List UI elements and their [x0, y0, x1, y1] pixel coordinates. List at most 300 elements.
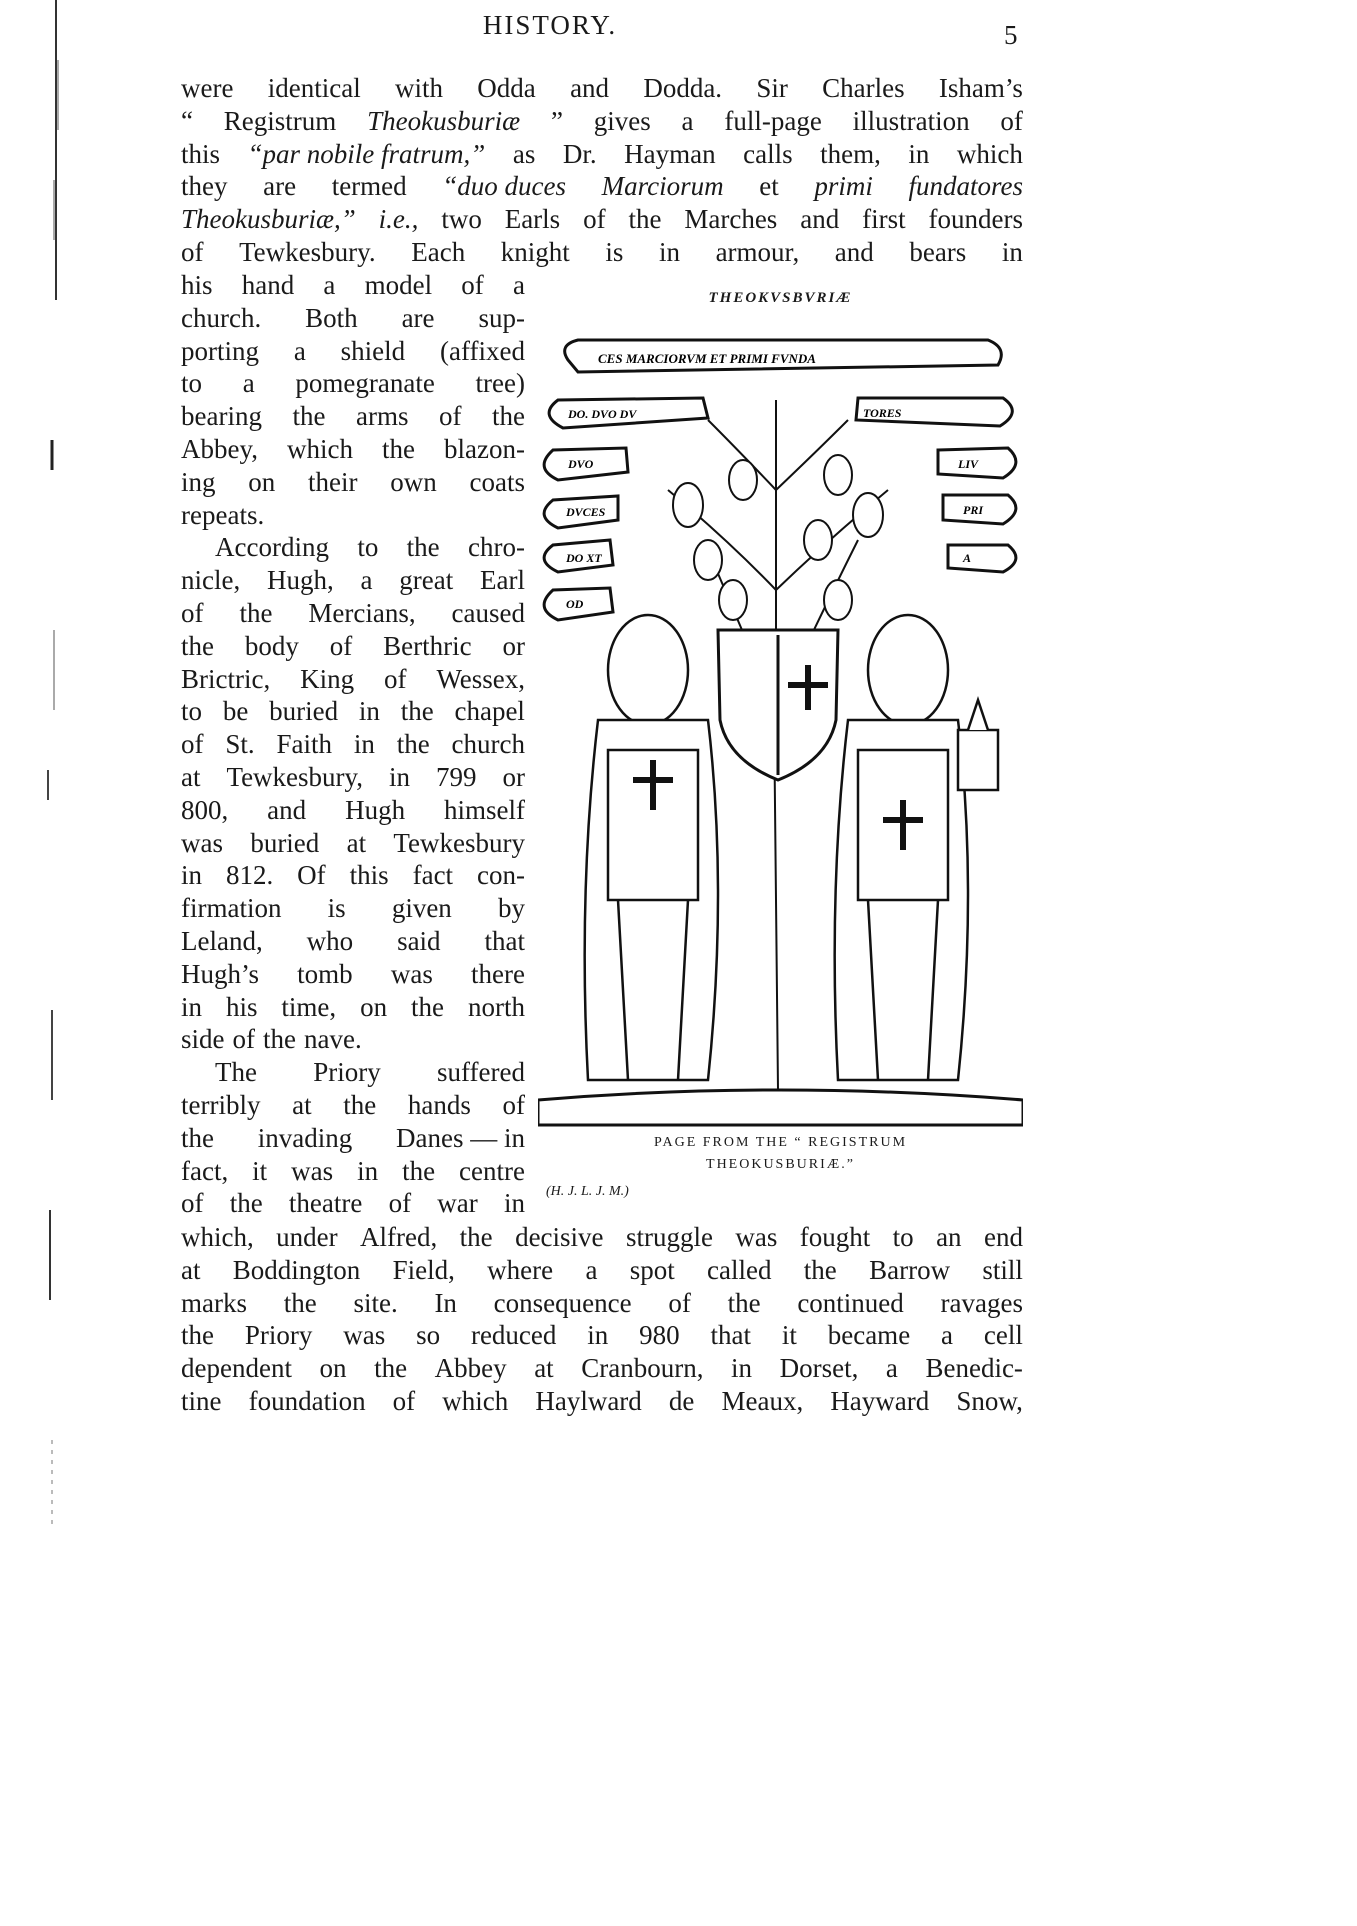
word: full-page: [724, 105, 822, 136]
word: Hugh,: [267, 565, 334, 596]
word: 812.: [225, 860, 274, 891]
word: Tewkesbury,: [226, 761, 364, 792]
word: King: [300, 663, 355, 694]
text-line: [181, 1385, 1023, 1418]
word: and: [570, 73, 610, 103]
registrum-illustration: [538, 290, 1023, 1130]
word: called: [707, 1254, 772, 1285]
word: con-: [477, 860, 525, 891]
word: so: [416, 1320, 441, 1351]
word: Hugh’s: [181, 958, 260, 989]
word: the: [263, 1024, 296, 1055]
word: at: [534, 1353, 554, 1384]
word: armour,: [715, 236, 800, 267]
word: chapel: [454, 696, 525, 727]
word: was: [181, 827, 223, 858]
word: to: [181, 368, 203, 399]
word: the: [402, 1155, 436, 1186]
full-width-paragraph-bottom: [181, 1221, 1023, 1418]
word: the: [181, 630, 214, 661]
word: great: [399, 565, 454, 596]
word: Dodda.: [643, 73, 723, 103]
word: the: [406, 532, 440, 563]
word: and: [834, 236, 874, 267]
word: tine: [181, 1385, 222, 1416]
word: were: [181, 73, 234, 103]
word: the: [411, 991, 445, 1022]
word: Marciorum: [601, 171, 724, 202]
word: of: [181, 729, 204, 760]
word: his: [225, 991, 258, 1022]
text-line: [181, 892, 525, 925]
word: of: [668, 1287, 691, 1318]
word: Priory: [313, 1057, 381, 1088]
scan-edge-marks: [0, 0, 90, 1561]
word: who: [306, 925, 354, 956]
word: was: [735, 1222, 778, 1252]
word: was: [390, 958, 433, 989]
word: Berthric: [383, 630, 472, 661]
word: Dr.: [562, 138, 597, 169]
running-head: HISTORY.: [482, 10, 618, 40]
word: blazon-: [444, 433, 525, 464]
word: Both: [305, 302, 358, 333]
scroll-left-5: OD: [566, 597, 584, 611]
word: given: [391, 893, 452, 924]
word: repeats.: [181, 499, 265, 530]
word: of: [181, 236, 204, 267]
word: the: [181, 1320, 214, 1351]
word: a: [681, 105, 694, 136]
word: at: [181, 1254, 201, 1285]
word: the: [803, 1254, 837, 1285]
word: gives: [593, 105, 651, 136]
caption-line-2: THEOKUSBURIÆ.”: [706, 1157, 855, 1172]
word: at: [181, 761, 201, 792]
word: a: [323, 270, 336, 300]
word: a: [585, 1254, 598, 1285]
word: fundatores: [908, 171, 1023, 202]
scroll-right-1: TORES: [863, 406, 902, 420]
word: Danes — in: [396, 1122, 525, 1153]
word: Each: [411, 236, 466, 267]
text-line: [181, 761, 525, 794]
text-line: [181, 728, 525, 761]
word: of: [384, 663, 407, 694]
word: which,: [181, 1222, 254, 1252]
text-line: [181, 72, 1023, 105]
word: a: [293, 335, 306, 366]
word: war: [437, 1188, 478, 1219]
text-line: [181, 105, 1023, 138]
word: foundation: [248, 1385, 366, 1416]
word: and: [800, 204, 840, 235]
word: marks: [181, 1287, 247, 1318]
word: of: [181, 597, 204, 628]
word: the: [229, 1188, 263, 1219]
word: spot: [629, 1254, 675, 1285]
text-line: [181, 499, 525, 532]
word: knight: [500, 236, 570, 267]
word: illustration: [852, 105, 970, 136]
word: with: [395, 73, 444, 103]
word: in: [731, 1353, 753, 1384]
word: Theokusburiæ,”: [181, 204, 356, 235]
word: Odda: [477, 73, 536, 103]
word: this: [181, 138, 221, 169]
word: it: [781, 1320, 797, 1351]
word: In: [434, 1287, 457, 1318]
word: tomb: [297, 958, 353, 989]
word: hand: [241, 270, 295, 300]
word: fought: [799, 1222, 871, 1252]
word: Sir: [756, 73, 788, 103]
word: two: [441, 204, 482, 235]
figure-caption: [538, 1132, 1023, 1176]
word: on: [248, 466, 276, 497]
text-line: [181, 991, 525, 1024]
text-line: [181, 138, 1023, 171]
word: side: [181, 1024, 225, 1055]
text-line: [181, 203, 1023, 236]
word: “: [181, 105, 193, 136]
word: bears: [909, 236, 967, 267]
text-line: [181, 1023, 525, 1056]
text-line: [181, 630, 525, 663]
word: Abbey: [434, 1353, 507, 1384]
word: Of: [297, 860, 326, 891]
word: at: [346, 827, 367, 858]
text-line: [181, 335, 525, 368]
caption-line-1: PAGE FROM THE “ REGISTRUM: [653, 1135, 908, 1150]
word: Haylward: [535, 1385, 642, 1416]
scroll-right-3: PRI: [963, 503, 984, 517]
word: on: [319, 1353, 347, 1384]
text-line: [181, 1056, 525, 1089]
word: of: [583, 204, 606, 235]
word: Hayward: [830, 1385, 930, 1416]
word: in: [358, 696, 380, 727]
word: was: [343, 1320, 386, 1351]
word: Barrow: [869, 1254, 951, 1285]
word: the: [292, 401, 326, 432]
word: hands: [407, 1089, 471, 1120]
word: time,: [281, 991, 337, 1022]
word: in: [908, 138, 930, 169]
word: Isham’s: [938, 73, 1023, 103]
word: church.: [181, 302, 262, 333]
word: this: [349, 860, 389, 891]
word: buried: [250, 827, 320, 858]
word: his: [181, 270, 213, 300]
word: of: [1000, 105, 1023, 136]
word: an: [936, 1222, 962, 1252]
word: Mercians,: [308, 597, 416, 628]
word: Faith: [276, 729, 332, 760]
word: are: [263, 171, 297, 202]
text-line: [181, 1122, 525, 1155]
word: end: [983, 1222, 1023, 1252]
word: site.: [353, 1287, 398, 1318]
word: founders: [928, 204, 1023, 235]
word: Theokusburiæ: [367, 105, 521, 136]
word: arms: [355, 401, 409, 432]
word: of: [232, 1024, 255, 1055]
word: Priory: [244, 1320, 313, 1351]
word: own: [390, 466, 437, 497]
word: terribly: [181, 1089, 261, 1120]
narrow-column-text: [181, 269, 525, 1220]
word: Tewkesbury: [393, 827, 525, 858]
word: became: [827, 1320, 911, 1351]
word: as: [512, 138, 536, 169]
word: the: [459, 1222, 493, 1252]
word: that: [710, 1320, 751, 1351]
text-line: [181, 597, 525, 630]
text-line: [181, 400, 525, 433]
word: in: [503, 1188, 525, 1219]
word: theatre: [288, 1188, 363, 1219]
word: or: [502, 761, 525, 792]
scroll-left-3: DVCES: [566, 505, 606, 519]
word: is: [605, 236, 624, 267]
word: the: [283, 1287, 317, 1318]
word: in: [181, 860, 203, 891]
word: of: [388, 1188, 412, 1219]
word: ing: [181, 466, 216, 497]
text-line: [181, 269, 525, 302]
word: “duo duces: [442, 171, 567, 202]
word: St.: [225, 729, 255, 760]
word: the: [343, 1089, 377, 1120]
text-line: [181, 1319, 1023, 1352]
illustration-title: THEOKVSBVRIÆ: [708, 290, 853, 306]
word: According: [215, 532, 329, 563]
word: is: [327, 893, 346, 924]
text-line: [181, 531, 525, 564]
word: a: [513, 270, 525, 300]
word: Registrum: [223, 105, 337, 136]
word: their: [308, 466, 358, 497]
word: which: [442, 1385, 509, 1416]
word: identical: [267, 73, 361, 103]
word: Dorset,: [779, 1353, 859, 1384]
word: Leland,: [181, 925, 263, 956]
word: ravages: [940, 1287, 1023, 1318]
page-number: 5: [1004, 20, 1018, 50]
scroll-right-2: LIV: [958, 457, 979, 471]
banner-top-text: CES MARCIORVM ET PRIMI FVNDA: [598, 351, 816, 366]
word: the: [374, 1353, 408, 1384]
word: to: [181, 696, 203, 727]
word: Tewkesbury.: [239, 236, 376, 267]
word: in: [587, 1320, 609, 1351]
word: of: [502, 1089, 525, 1120]
word: caused: [451, 597, 525, 628]
word: Field,: [392, 1254, 455, 1285]
word: in: [658, 236, 680, 267]
word: first: [862, 204, 906, 235]
margin-marks: [0, 0, 90, 1561]
word: are: [401, 302, 435, 333]
word: Hugh: [345, 794, 406, 825]
word: 799: [436, 761, 477, 792]
word: be: [222, 696, 249, 727]
word: body: [244, 630, 299, 661]
text-line: [181, 1187, 525, 1220]
word: of: [461, 270, 484, 300]
word: Snow,: [956, 1385, 1023, 1416]
scroll-right-4: A: [963, 551, 972, 565]
word: church: [451, 729, 525, 760]
word: tree): [475, 368, 525, 399]
word: fact: [412, 860, 454, 891]
text-line: [181, 1221, 1023, 1254]
text-line: [181, 794, 525, 827]
word: i.e.,: [378, 204, 419, 235]
word: Benedic-: [925, 1353, 1023, 1384]
word: by: [497, 893, 525, 924]
word: of: [392, 1385, 416, 1416]
text-line: [181, 466, 525, 499]
word: Meaux,: [721, 1385, 804, 1416]
word: north: [467, 991, 525, 1022]
word: a: [941, 1320, 954, 1351]
word: under: [276, 1222, 338, 1252]
word: there: [471, 958, 525, 989]
word: 980: [639, 1320, 680, 1351]
word: Alfred,: [360, 1222, 438, 1252]
word: them,: [820, 138, 881, 169]
text-line: [181, 1352, 1023, 1385]
word: which: [287, 433, 353, 464]
word: termed: [331, 171, 407, 202]
text-line: [181, 1089, 525, 1122]
word: dependent: [181, 1353, 292, 1384]
word: Earls: [504, 204, 561, 235]
word: et: [759, 171, 779, 202]
word: in: [357, 1155, 379, 1186]
word: that: [484, 925, 525, 956]
text-line: [181, 564, 525, 597]
word: in: [181, 991, 203, 1022]
word: it: [252, 1155, 268, 1186]
word: a: [885, 1353, 898, 1384]
text-line: [181, 302, 525, 335]
word: to: [892, 1222, 914, 1252]
text-line: [181, 1254, 1023, 1287]
word: the: [382, 433, 415, 464]
word: Charles: [822, 73, 905, 103]
word: “par nobile fratrum,”: [247, 138, 486, 169]
word: shield: [340, 335, 406, 366]
word: sup-: [478, 302, 525, 333]
word: to: [357, 532, 379, 563]
word: a: [242, 368, 255, 399]
word: on: [360, 991, 388, 1022]
word: ”: [550, 105, 563, 136]
word: the: [491, 401, 525, 432]
word: which: [956, 138, 1023, 169]
word: the: [181, 1122, 214, 1153]
figure-credit: (H. J. L. J. M.): [546, 1184, 629, 1199]
word: of: [438, 401, 462, 432]
text-line: [181, 1155, 525, 1188]
word: cell: [983, 1320, 1023, 1351]
word: 800,: [181, 794, 229, 825]
word: was: [291, 1155, 334, 1186]
word: Boddington: [232, 1254, 361, 1285]
word: nicle,: [181, 565, 241, 596]
word: of: [181, 1188, 204, 1219]
word: nave.: [304, 1024, 362, 1055]
word: at: [292, 1089, 312, 1120]
text-line: [181, 663, 525, 696]
word: (affixed: [440, 335, 525, 366]
text-line: [181, 925, 525, 958]
word: himself: [444, 794, 525, 825]
scroll-left-4: DO XT: [566, 551, 602, 565]
word: suffered: [437, 1057, 525, 1088]
word: pomegranate: [295, 368, 435, 399]
word: consequence: [493, 1287, 632, 1318]
scroll-left-1: DO. DVO DV: [568, 407, 637, 421]
word: or: [502, 630, 525, 661]
word: The: [215, 1057, 257, 1088]
word: reduced: [470, 1320, 557, 1351]
word: porting: [181, 335, 259, 366]
word: Wessex,: [436, 663, 525, 694]
word: invading: [257, 1122, 353, 1153]
word: bearing: [181, 401, 262, 432]
word: in: [353, 729, 375, 760]
word: in: [1001, 236, 1023, 267]
word: the: [396, 729, 430, 760]
word: calls: [743, 138, 793, 169]
word: and: [267, 794, 307, 825]
word: coats: [469, 466, 525, 497]
word: Cranbourn,: [581, 1353, 704, 1384]
word: still: [982, 1254, 1023, 1285]
word: said: [397, 925, 441, 956]
text-line: [181, 859, 525, 892]
word: in: [389, 761, 411, 792]
word: Hayman: [624, 138, 716, 169]
word: fact,: [181, 1155, 229, 1186]
word: of: [329, 630, 353, 661]
word: Abbey,: [181, 433, 258, 464]
word: a: [360, 565, 373, 596]
word: the: [628, 204, 662, 235]
text-line: [181, 827, 525, 860]
scroll-left-2: DVO: [568, 457, 594, 471]
word: where: [487, 1254, 554, 1285]
text-line: [181, 236, 1023, 269]
word: buried: [269, 696, 339, 727]
word: model: [364, 270, 433, 300]
word: Marches: [684, 204, 778, 235]
word: the: [400, 696, 434, 727]
word: continued: [797, 1287, 904, 1318]
full-width-paragraph-top: [181, 72, 1023, 269]
text-line: [181, 170, 1023, 203]
word: firmation: [181, 893, 282, 924]
text-line: [181, 433, 525, 466]
word: the: [727, 1287, 761, 1318]
word: chro-: [468, 532, 525, 563]
word: decisive: [515, 1222, 604, 1252]
text-line: [181, 695, 525, 728]
